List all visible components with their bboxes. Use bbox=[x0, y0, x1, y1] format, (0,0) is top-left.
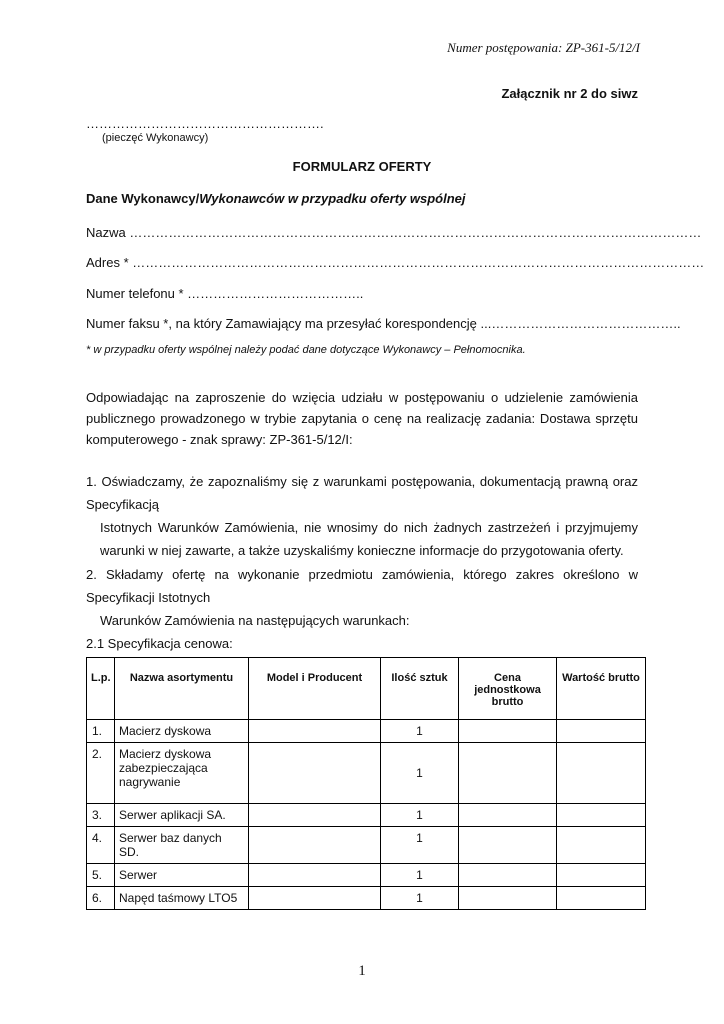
sub-point-2-1: 2.1 Specyfikacja cenowa: bbox=[86, 636, 233, 651]
point-1-first-line: 1. Oświadczamy, że zapoznaliśmy się z warunkami postępowania, dokumentacją prawną oraz Specyfikacją bbox=[86, 474, 638, 512]
price-specification-table bbox=[86, 657, 646, 910]
cell-model[interactable] bbox=[249, 827, 381, 864]
table-row bbox=[87, 887, 646, 910]
cell-value[interactable] bbox=[557, 743, 646, 804]
intro-paragraph: Odpowiadając na zaproszenie do wzięcia udziału w postępowaniu o udzielenie zamówienia publicznego prowadzonego w trybie zapytania o cenę na realizację zadania: Dostawa sprzętu komputerowego - znak sprawy: ZP-361-5/12/I: bbox=[86, 390, 638, 447]
header-lp: L.p. bbox=[87, 658, 115, 720]
cell-value[interactable] bbox=[557, 804, 646, 827]
cell-price[interactable] bbox=[459, 827, 557, 864]
table-header-row bbox=[87, 658, 646, 720]
cell-price[interactable] bbox=[459, 887, 557, 910]
cell-model[interactable] bbox=[249, 804, 381, 827]
cell-qty: 1 bbox=[381, 887, 459, 910]
cell-model[interactable] bbox=[249, 887, 381, 910]
table-row bbox=[87, 720, 646, 743]
procedure-number: Numer postępowania: ZP-361-5/12/I bbox=[447, 40, 640, 55]
cell-price[interactable] bbox=[459, 743, 557, 804]
header-model: Model i Producent bbox=[249, 658, 381, 720]
field-fax: Numer faksu *, na który Zamawiający ma przesyłać korespondencję ...…………………………………….. bbox=[86, 316, 681, 331]
cell-price[interactable] bbox=[459, 864, 557, 887]
table-row bbox=[87, 827, 646, 864]
cell-value[interactable] bbox=[557, 864, 646, 887]
cell-price[interactable] bbox=[459, 720, 557, 743]
section-title-normal: Dane Wykonawcy/ bbox=[86, 191, 200, 206]
cell-price[interactable] bbox=[459, 804, 557, 827]
cell-lp: 4. bbox=[87, 827, 115, 864]
cell-qty: 1 bbox=[381, 864, 459, 887]
header-qty: Ilość sztuk bbox=[381, 658, 459, 720]
header-unit-price: Cena jednostkowa brutto bbox=[459, 658, 557, 720]
stamp-dotted-line: ………………………………………………. bbox=[86, 116, 324, 131]
cell-name: Serwer baz danych SD. bbox=[115, 827, 249, 864]
section-title-italic: Wykonawców w przypadku oferty wspólnej bbox=[199, 191, 466, 206]
cell-lp: 2. bbox=[87, 743, 115, 804]
table-row bbox=[87, 804, 646, 827]
table-row bbox=[87, 743, 646, 804]
cell-model[interactable] bbox=[249, 743, 381, 804]
cell-lp: 1. bbox=[87, 720, 115, 743]
annex-label: Załącznik nr 2 do siwz bbox=[501, 86, 638, 101]
point-2-rest: Warunków Zamówienia na następujących warunkach: bbox=[100, 613, 410, 628]
cell-qty: 1 bbox=[381, 743, 459, 804]
cell-qty: 1 bbox=[381, 827, 459, 864]
footnote: * w przypadku oferty wspólnej należy podać dane dotyczące Wykonawcy – Pełnomocnika. bbox=[86, 344, 526, 356]
cell-qty: 1 bbox=[381, 720, 459, 743]
cell-value[interactable] bbox=[557, 827, 646, 864]
cell-model[interactable] bbox=[249, 720, 381, 743]
cell-lp: 5. bbox=[87, 864, 115, 887]
point-2-first-line: 2. Składamy ofertę na wykonanie przedmiotu zamówienia, którego zakres określono w Specyfikacji Istotnych bbox=[86, 567, 638, 605]
point-2 bbox=[86, 563, 638, 655]
table-row bbox=[87, 864, 646, 887]
cell-name: Macierz dyskowa bbox=[115, 720, 249, 743]
cell-name: Macierz dyskowa zabezpieczająca nagrywanie bbox=[115, 743, 249, 804]
cell-qty: 1 bbox=[381, 804, 459, 827]
section-title bbox=[86, 191, 466, 206]
cell-name: Serwer aplikacji SA. bbox=[115, 804, 249, 827]
cell-lp: 3. bbox=[87, 804, 115, 827]
cell-value[interactable] bbox=[557, 720, 646, 743]
cell-value[interactable] bbox=[557, 887, 646, 910]
field-address: Adres * …………………………………………………………………………………………………………………… bbox=[86, 255, 705, 270]
point-1 bbox=[86, 470, 638, 562]
stamp-label: (pieczęć Wykonawcy) bbox=[102, 132, 209, 144]
cell-name: Napęd taśmowy LTO5 bbox=[115, 887, 249, 910]
header-name: Nazwa asortymentu bbox=[115, 658, 249, 720]
form-title: FORMULARZ OFERTY bbox=[292, 159, 432, 174]
header-value: Wartość brutto bbox=[557, 658, 646, 720]
field-name: Nazwa …………………………………………………………………………………………………………………… bbox=[86, 225, 702, 240]
page-number: 1 bbox=[358, 963, 366, 979]
cell-model[interactable] bbox=[249, 864, 381, 887]
cell-name: Serwer bbox=[115, 864, 249, 887]
point-1-rest: Istotnych Warunków Zamówienia, nie wnosimy do nich żadnych zastrzeżeń i przyjmujemy warunki w niej zawarte, a także uzyskaliśmy konieczne informacje do przygotowania oferty. bbox=[100, 520, 638, 558]
field-phone: Numer telefonu * ………………………………….. bbox=[86, 286, 364, 301]
cell-lp: 6. bbox=[87, 887, 115, 910]
